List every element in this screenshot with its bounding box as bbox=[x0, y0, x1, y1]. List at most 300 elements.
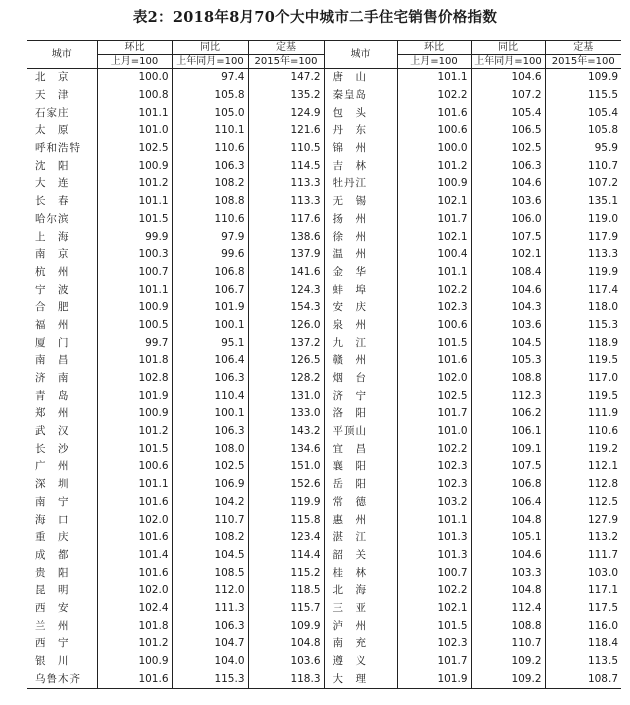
mom-cell: 100.6 bbox=[397, 122, 471, 140]
city-cell: 徐 州 bbox=[324, 228, 397, 246]
yoy-cell: 103.3 bbox=[471, 564, 545, 582]
table-row bbox=[27, 670, 621, 688]
base-cell: 141.6 bbox=[248, 264, 324, 282]
column-subheader-mom: 上月=100 bbox=[97, 55, 172, 69]
yoy-cell: 104.6 bbox=[471, 175, 545, 193]
base-cell: 123.4 bbox=[248, 529, 324, 547]
base-cell: 119.9 bbox=[248, 494, 324, 512]
mom-cell: 101.6 bbox=[97, 529, 172, 547]
city-cell: 银 川 bbox=[35, 655, 70, 668]
table-row bbox=[27, 87, 621, 105]
base-cell: 113.3 bbox=[545, 246, 621, 264]
yoy-cell: 104.0 bbox=[172, 653, 248, 671]
base-cell: 117.0 bbox=[545, 370, 621, 388]
mom-cell: 101.1 bbox=[97, 193, 172, 211]
base-cell: 108.7 bbox=[545, 670, 621, 688]
base-cell: 95.9 bbox=[545, 140, 621, 158]
city-cell: 锦 州 bbox=[324, 140, 397, 158]
yoy-cell: 105.3 bbox=[471, 352, 545, 370]
table-row bbox=[27, 529, 621, 547]
city-cell: 南 京 bbox=[35, 248, 70, 261]
city-cell: 长 春 bbox=[35, 195, 70, 208]
table-row bbox=[27, 582, 621, 600]
base-cell: 117.6 bbox=[248, 211, 324, 229]
city-cell: 无 锡 bbox=[324, 193, 397, 211]
base-cell: 114.4 bbox=[248, 547, 324, 565]
yoy-cell: 105.0 bbox=[172, 104, 248, 122]
city-cell: 扬 州 bbox=[324, 211, 397, 229]
yoy-cell: 110.7 bbox=[172, 511, 248, 529]
base-cell: 118.9 bbox=[545, 334, 621, 352]
yoy-cell: 110.6 bbox=[172, 211, 248, 229]
base-cell: 143.2 bbox=[248, 423, 324, 441]
yoy-cell: 112.4 bbox=[471, 600, 545, 618]
city-cell: 襄 阳 bbox=[324, 458, 397, 476]
city-cell: 合 肥 bbox=[35, 301, 70, 314]
yoy-cell: 106.0 bbox=[471, 211, 545, 229]
mom-cell: 101.6 bbox=[97, 564, 172, 582]
table-row bbox=[27, 476, 621, 494]
base-cell: 117.5 bbox=[545, 600, 621, 618]
mom-cell: 101.1 bbox=[97, 104, 172, 122]
mom-cell: 100.7 bbox=[397, 564, 471, 582]
yoy-cell: 104.3 bbox=[471, 299, 545, 317]
base-cell: 147.2 bbox=[248, 69, 324, 87]
yoy-cell: 103.6 bbox=[471, 317, 545, 335]
price-index-table bbox=[27, 40, 621, 689]
table-row bbox=[27, 405, 621, 423]
city-cell: 烟 台 bbox=[324, 370, 397, 388]
city-cell: 大 理 bbox=[324, 670, 397, 688]
table-row bbox=[27, 193, 621, 211]
yoy-cell: 108.5 bbox=[172, 564, 248, 582]
column-header-yoy: 同比 bbox=[471, 41, 545, 55]
base-cell: 117.4 bbox=[545, 281, 621, 299]
base-cell: 111.9 bbox=[545, 405, 621, 423]
city-cell: 岳 阳 bbox=[324, 476, 397, 494]
mom-cell: 102.2 bbox=[397, 440, 471, 458]
mom-cell: 100.4 bbox=[397, 246, 471, 264]
city-cell: 温 州 bbox=[324, 246, 397, 264]
table-row bbox=[27, 617, 621, 635]
yoy-cell: 107.5 bbox=[471, 228, 545, 246]
city-cell: 唐 山 bbox=[324, 69, 397, 87]
city-cell: 兰 州 bbox=[35, 619, 70, 632]
base-cell: 105.8 bbox=[545, 122, 621, 140]
yoy-cell: 106.8 bbox=[471, 476, 545, 494]
mom-cell: 100.3 bbox=[97, 246, 172, 264]
mom-cell: 102.3 bbox=[397, 299, 471, 317]
city-cell: 济 南 bbox=[35, 372, 70, 385]
mom-cell: 101.8 bbox=[97, 352, 172, 370]
yoy-cell: 107.2 bbox=[471, 87, 545, 105]
city-cell: 武 汉 bbox=[35, 425, 70, 438]
base-cell: 111.7 bbox=[545, 547, 621, 565]
yoy-cell: 108.8 bbox=[471, 370, 545, 388]
city-cell: 秦皇岛 bbox=[324, 87, 397, 105]
city-cell: 海 口 bbox=[35, 513, 70, 526]
table-row bbox=[27, 264, 621, 282]
mom-cell: 100.7 bbox=[97, 264, 172, 282]
city-cell: 三 亚 bbox=[324, 600, 397, 618]
column-subheader-yoy: 上年同月=100 bbox=[471, 55, 545, 69]
city-cell: 洛 阳 bbox=[324, 405, 397, 423]
yoy-cell: 108.0 bbox=[172, 440, 248, 458]
mom-cell: 101.1 bbox=[97, 281, 172, 299]
base-cell: 113.3 bbox=[248, 193, 324, 211]
base-cell: 137.9 bbox=[248, 246, 324, 264]
mom-cell: 102.5 bbox=[397, 387, 471, 405]
base-cell: 135.1 bbox=[545, 193, 621, 211]
base-cell: 115.2 bbox=[248, 564, 324, 582]
yoy-cell: 109.1 bbox=[471, 440, 545, 458]
yoy-cell: 106.5 bbox=[471, 122, 545, 140]
yoy-cell: 95.1 bbox=[172, 334, 248, 352]
table-body bbox=[27, 69, 621, 689]
column-header-city: 城市 bbox=[324, 41, 397, 69]
table-title: 表2：2018年8月70个大中城市二手住宅销售价格指数 bbox=[132, 9, 498, 26]
mom-cell: 102.3 bbox=[397, 635, 471, 653]
column-subheader-mom: 上月=100 bbox=[397, 55, 471, 69]
city-cell: 济 宁 bbox=[324, 387, 397, 405]
base-cell: 115.7 bbox=[248, 600, 324, 618]
yoy-cell: 104.2 bbox=[172, 494, 248, 512]
yoy-cell: 97.9 bbox=[172, 228, 248, 246]
city-cell: 宁 波 bbox=[35, 283, 70, 296]
table-row bbox=[27, 458, 621, 476]
mom-cell: 102.0 bbox=[97, 511, 172, 529]
table-row bbox=[27, 547, 621, 565]
mom-cell: 100.9 bbox=[397, 175, 471, 193]
city-cell: 西 安 bbox=[35, 601, 70, 614]
city-cell: 遵 义 bbox=[324, 653, 397, 671]
mom-cell: 100.6 bbox=[397, 317, 471, 335]
table-row bbox=[27, 494, 621, 512]
mom-cell: 101.7 bbox=[397, 405, 471, 423]
city-cell: 北 京 bbox=[35, 71, 70, 84]
yoy-cell: 109.2 bbox=[471, 670, 545, 688]
mom-cell: 101.7 bbox=[397, 653, 471, 671]
mom-cell: 101.2 bbox=[97, 175, 172, 193]
yoy-cell: 106.3 bbox=[471, 157, 545, 175]
city-cell: 贵 阳 bbox=[35, 566, 70, 579]
mom-cell: 101.1 bbox=[397, 264, 471, 282]
yoy-cell: 100.1 bbox=[172, 317, 248, 335]
base-cell: 112.1 bbox=[545, 458, 621, 476]
yoy-cell: 106.3 bbox=[172, 370, 248, 388]
yoy-cell: 104.6 bbox=[471, 281, 545, 299]
base-cell: 109.9 bbox=[248, 617, 324, 635]
base-cell: 151.0 bbox=[248, 458, 324, 476]
yoy-cell: 108.8 bbox=[471, 617, 545, 635]
mom-cell: 101.1 bbox=[397, 69, 471, 87]
yoy-cell: 106.2 bbox=[471, 405, 545, 423]
base-cell: 135.2 bbox=[248, 87, 324, 105]
yoy-cell: 111.3 bbox=[172, 600, 248, 618]
column-header-city: 城市 bbox=[27, 41, 97, 69]
city-cell: 沈 阳 bbox=[35, 159, 70, 172]
base-cell: 117.1 bbox=[545, 582, 621, 600]
base-cell: 119.2 bbox=[545, 440, 621, 458]
mom-cell: 99.9 bbox=[97, 228, 172, 246]
mom-cell: 101.1 bbox=[97, 476, 172, 494]
mom-cell: 100.6 bbox=[97, 458, 172, 476]
mom-cell: 99.7 bbox=[97, 334, 172, 352]
column-header-mom: 环比 bbox=[397, 41, 471, 55]
mom-cell: 101.0 bbox=[397, 423, 471, 441]
city-cell: 成 都 bbox=[35, 548, 70, 561]
column-header-base: 定基 bbox=[248, 41, 324, 55]
table-row bbox=[27, 69, 621, 87]
city-cell: 福 州 bbox=[35, 318, 70, 331]
table-row bbox=[27, 157, 621, 175]
yoy-cell: 107.5 bbox=[471, 458, 545, 476]
city-cell: 蚌 埠 bbox=[324, 281, 397, 299]
yoy-cell: 108.2 bbox=[172, 175, 248, 193]
yoy-cell: 104.5 bbox=[172, 547, 248, 565]
mom-cell: 101.5 bbox=[97, 211, 172, 229]
base-cell: 109.9 bbox=[545, 69, 621, 87]
yoy-cell: 97.4 bbox=[172, 69, 248, 87]
mom-cell: 101.9 bbox=[397, 670, 471, 688]
mom-cell: 101.3 bbox=[397, 529, 471, 547]
mom-cell: 102.0 bbox=[97, 582, 172, 600]
mom-cell: 102.5 bbox=[97, 140, 172, 158]
base-cell: 114.5 bbox=[248, 157, 324, 175]
column-header-yoy: 同比 bbox=[172, 41, 248, 55]
yoy-cell: 105.8 bbox=[172, 87, 248, 105]
base-cell: 128.2 bbox=[248, 370, 324, 388]
table-row bbox=[27, 104, 621, 122]
yoy-cell: 115.3 bbox=[172, 670, 248, 688]
base-cell: 110.6 bbox=[545, 423, 621, 441]
base-cell: 118.0 bbox=[545, 299, 621, 317]
city-cell: 泉 州 bbox=[324, 317, 397, 335]
yoy-cell: 105.1 bbox=[471, 529, 545, 547]
base-cell: 116.0 bbox=[545, 617, 621, 635]
city-cell: 吉 林 bbox=[324, 157, 397, 175]
yoy-cell: 100.1 bbox=[172, 405, 248, 423]
column-subheader-yoy: 上年同月=100 bbox=[172, 55, 248, 69]
city-cell: 哈尔滨 bbox=[35, 212, 70, 225]
column-header-base: 定基 bbox=[545, 41, 621, 55]
mom-cell: 102.3 bbox=[397, 458, 471, 476]
yoy-cell: 110.6 bbox=[172, 140, 248, 158]
base-cell: 118.3 bbox=[248, 670, 324, 688]
table-row bbox=[27, 635, 621, 653]
mom-cell: 100.9 bbox=[97, 157, 172, 175]
base-cell: 105.4 bbox=[545, 104, 621, 122]
yoy-cell: 106.7 bbox=[172, 281, 248, 299]
base-cell: 115.3 bbox=[545, 317, 621, 335]
city-cell: 韶 关 bbox=[324, 547, 397, 565]
city-cell: 石家庄 bbox=[35, 106, 70, 119]
table-row bbox=[27, 122, 621, 140]
mom-cell: 102.1 bbox=[397, 193, 471, 211]
city-cell: 常 德 bbox=[324, 494, 397, 512]
table-row bbox=[27, 440, 621, 458]
table-row bbox=[27, 211, 621, 229]
base-cell: 115.8 bbox=[248, 511, 324, 529]
city-cell: 太 原 bbox=[35, 124, 70, 137]
base-cell: 110.7 bbox=[545, 157, 621, 175]
mom-cell: 102.8 bbox=[97, 370, 172, 388]
city-cell: 南 充 bbox=[324, 635, 397, 653]
base-cell: 124.3 bbox=[248, 281, 324, 299]
column-header-mom: 环比 bbox=[97, 41, 172, 55]
table-row bbox=[27, 246, 621, 264]
base-cell: 119.5 bbox=[545, 387, 621, 405]
column-subheader-base: 2015年=100 bbox=[545, 55, 621, 69]
mom-cell: 101.6 bbox=[397, 104, 471, 122]
base-cell: 118.5 bbox=[248, 582, 324, 600]
base-cell: 112.5 bbox=[545, 494, 621, 512]
mom-cell: 101.1 bbox=[397, 511, 471, 529]
city-cell: 九 江 bbox=[324, 334, 397, 352]
mom-cell: 101.2 bbox=[97, 635, 172, 653]
city-cell: 西 宁 bbox=[35, 637, 70, 650]
yoy-cell: 104.8 bbox=[471, 511, 545, 529]
table-row bbox=[27, 387, 621, 405]
base-cell: 115.5 bbox=[545, 87, 621, 105]
mom-cell: 101.7 bbox=[397, 211, 471, 229]
base-cell: 112.8 bbox=[545, 476, 621, 494]
yoy-cell: 110.4 bbox=[172, 387, 248, 405]
city-cell: 广 州 bbox=[35, 460, 70, 473]
yoy-cell: 112.0 bbox=[172, 582, 248, 600]
yoy-cell: 104.5 bbox=[471, 334, 545, 352]
city-cell: 呼和浩特 bbox=[35, 142, 81, 155]
city-cell: 昆 明 bbox=[35, 584, 70, 597]
yoy-cell: 109.2 bbox=[471, 653, 545, 671]
mom-cell: 102.2 bbox=[397, 582, 471, 600]
city-cell: 深 圳 bbox=[35, 478, 70, 491]
mom-cell: 102.2 bbox=[397, 281, 471, 299]
city-cell: 惠 州 bbox=[324, 511, 397, 529]
yoy-cell: 110.1 bbox=[172, 122, 248, 140]
base-cell: 103.0 bbox=[545, 564, 621, 582]
mom-cell: 103.2 bbox=[397, 494, 471, 512]
mom-cell: 101.8 bbox=[97, 617, 172, 635]
city-cell: 宜 昌 bbox=[324, 440, 397, 458]
base-cell: 113.2 bbox=[545, 529, 621, 547]
yoy-cell: 106.1 bbox=[471, 423, 545, 441]
city-cell: 长 沙 bbox=[35, 442, 70, 455]
yoy-cell: 106.8 bbox=[172, 264, 248, 282]
mom-cell: 100.8 bbox=[97, 87, 172, 105]
city-cell: 北 海 bbox=[324, 582, 397, 600]
yoy-cell: 112.3 bbox=[471, 387, 545, 405]
table-row bbox=[27, 281, 621, 299]
city-cell: 南 宁 bbox=[35, 495, 70, 508]
yoy-cell: 103.6 bbox=[471, 193, 545, 211]
mom-cell: 101.6 bbox=[97, 494, 172, 512]
yoy-cell: 106.3 bbox=[172, 157, 248, 175]
mom-cell: 101.5 bbox=[97, 440, 172, 458]
city-cell: 大 连 bbox=[35, 177, 70, 190]
base-cell: 126.5 bbox=[248, 352, 324, 370]
mom-cell: 101.0 bbox=[97, 122, 172, 140]
yoy-cell: 104.6 bbox=[471, 547, 545, 565]
base-cell: 127.9 bbox=[545, 511, 621, 529]
city-cell: 包 头 bbox=[324, 104, 397, 122]
city-cell: 厦 门 bbox=[35, 336, 70, 349]
table-row bbox=[27, 352, 621, 370]
city-cell: 上 海 bbox=[35, 230, 70, 243]
base-cell: 121.6 bbox=[248, 122, 324, 140]
mom-cell: 102.1 bbox=[397, 600, 471, 618]
city-cell: 青 岛 bbox=[35, 389, 70, 402]
mom-cell: 100.9 bbox=[97, 299, 172, 317]
city-cell: 湛 江 bbox=[324, 529, 397, 547]
base-cell: 137.2 bbox=[248, 334, 324, 352]
city-cell: 安 庆 bbox=[324, 299, 397, 317]
base-cell: 133.0 bbox=[248, 405, 324, 423]
city-cell: 泸 州 bbox=[324, 617, 397, 635]
table-row bbox=[27, 299, 621, 317]
city-cell: 金 华 bbox=[324, 264, 397, 282]
mom-cell: 101.6 bbox=[97, 670, 172, 688]
city-cell: 赣 州 bbox=[324, 352, 397, 370]
mom-cell: 100.0 bbox=[397, 140, 471, 158]
mom-cell: 100.9 bbox=[97, 653, 172, 671]
base-cell: 110.5 bbox=[248, 140, 324, 158]
mom-cell: 102.0 bbox=[397, 370, 471, 388]
base-cell: 152.6 bbox=[248, 476, 324, 494]
base-cell: 124.9 bbox=[248, 104, 324, 122]
mom-cell: 100.0 bbox=[97, 69, 172, 87]
yoy-cell: 99.6 bbox=[172, 246, 248, 264]
table-row bbox=[27, 564, 621, 582]
table-row bbox=[27, 140, 621, 158]
base-cell: 134.6 bbox=[248, 440, 324, 458]
base-cell: 119.5 bbox=[545, 352, 621, 370]
base-cell: 126.0 bbox=[248, 317, 324, 335]
yoy-cell: 110.7 bbox=[471, 635, 545, 653]
mom-cell: 101.6 bbox=[397, 352, 471, 370]
yoy-cell: 108.4 bbox=[471, 264, 545, 282]
base-cell: 131.0 bbox=[248, 387, 324, 405]
base-cell: 107.2 bbox=[545, 175, 621, 193]
city-cell: 重 庆 bbox=[35, 531, 70, 544]
table-row bbox=[27, 228, 621, 246]
city-cell: 平顶山 bbox=[324, 423, 397, 441]
yoy-cell: 106.9 bbox=[172, 476, 248, 494]
yoy-cell: 104.6 bbox=[471, 69, 545, 87]
yoy-cell: 104.8 bbox=[471, 582, 545, 600]
mom-cell: 101.2 bbox=[97, 423, 172, 441]
yoy-cell: 102.1 bbox=[471, 246, 545, 264]
mom-cell: 101.5 bbox=[397, 617, 471, 635]
yoy-cell: 102.5 bbox=[172, 458, 248, 476]
table-row bbox=[27, 600, 621, 618]
table-row bbox=[27, 370, 621, 388]
mom-cell: 101.9 bbox=[97, 387, 172, 405]
yoy-cell: 106.3 bbox=[172, 617, 248, 635]
table-row bbox=[27, 175, 621, 193]
base-cell: 103.6 bbox=[248, 653, 324, 671]
city-cell: 天 津 bbox=[35, 89, 70, 102]
yoy-cell: 105.4 bbox=[471, 104, 545, 122]
city-cell: 乌鲁木齐 bbox=[27, 670, 97, 688]
mom-cell: 102.1 bbox=[397, 228, 471, 246]
yoy-cell: 106.3 bbox=[172, 423, 248, 441]
base-cell: 113.3 bbox=[248, 175, 324, 193]
table-row bbox=[27, 653, 621, 671]
yoy-cell: 101.9 bbox=[172, 299, 248, 317]
city-cell: 杭 州 bbox=[35, 265, 70, 278]
city-cell: 桂 林 bbox=[324, 564, 397, 582]
